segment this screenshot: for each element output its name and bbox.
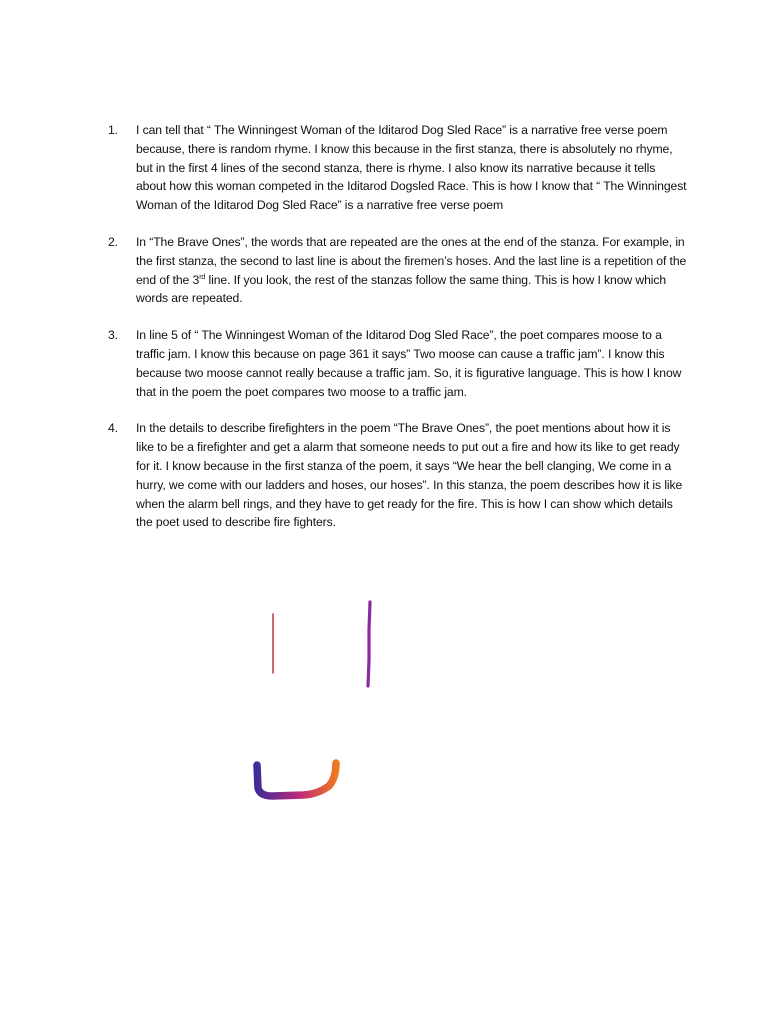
right-eye-line <box>368 602 370 686</box>
answer-number: 3. <box>108 328 118 343</box>
answer-number: 1. <box>108 123 118 137</box>
answer-item-4 <box>108 419 688 532</box>
answer-number: 2. <box>108 234 118 249</box>
answer-text: In the details to describe firefighters in the poem “The Brave Ones”, the poet mentions about how it is like to be a firefighter and get a alarm that someone needs to put out a fire and how its like to get ready for it. I know because in the first stanza of the poem, it says “We hear the bell clanging, We come in a hurry, we come with our ladders and hoses, our hoses”. In this stanza, the poem describes how it is like when the alarm bell rings, and they have to get ready for the fire. This is how I can show which details the poet used to describe fire fighters. <box>136 421 683 530</box>
answer-text: In line 5 of “ The Winningest Woman of the Iditarod Dog Sled Race”, the poet compares moose to a traffic jam. I know this because on page 361 it says” Two moose can cause a traffic jam”. I know this because two moose cannot really because a traffic jam. So, it is figurative language. This is how I know that in the poem the poet compares two moose to a traffic jam. <box>136 328 682 399</box>
answer-number: 4. <box>108 421 118 436</box>
answer-item-3 <box>108 326 688 401</box>
answer-text <box>136 235 686 305</box>
smile-curve <box>257 763 336 796</box>
answer-text-part: line. If you look, the rest of the stanzas follow the same thing. This is how I know which words are repeated. <box>136 272 667 306</box>
answer-list <box>108 121 688 550</box>
answer-item-1 <box>108 121 688 215</box>
answer-text-part: In “The Brave Ones”, the words that are repeated are the ones at the end of the stanza. For example, in the first stanza, the second to last line is about the firemen’s hoses. And the last line is a repetition of the end of the 3 <box>136 234 687 287</box>
answer-item-2 <box>108 233 688 308</box>
ordinal-suffix: rd <box>199 273 206 281</box>
answer-text: I can tell that “ The Winningest Woman of the Iditarod Dog Sled Race” is a narrative free verse poem because, there is random rhyme. I know this because in the first stanza, there is absolutely no rhyme, but in the first 4 lines of the second stanza, there is rhyme. I also know its narrative because it tells about how this woman competed in the Iditarod Dogsled Race. This is how I know that “ The Winningest Woman of the Iditarod Dog Sled Race” is a narrative free verse poem <box>136 123 687 213</box>
